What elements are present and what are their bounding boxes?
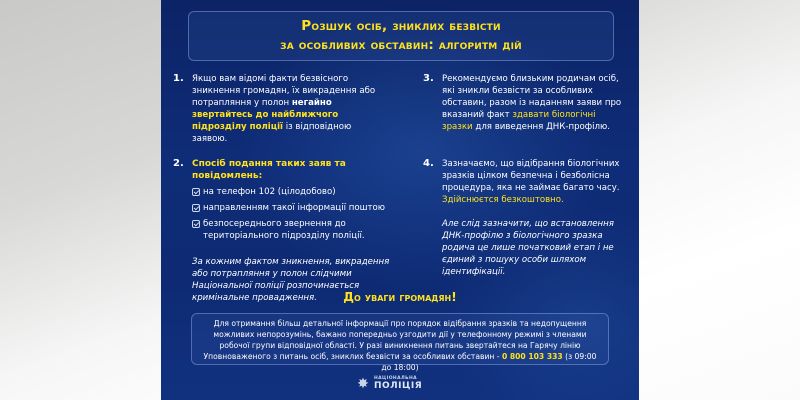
checkbox-icon bbox=[192, 220, 200, 228]
step-note: Але слід зазначити, що встановлення ДНК-профілю з біологічного зразка родича це лише початковий етап і не єдиний з пошуку особи шляхом ідентифікації. bbox=[442, 219, 614, 277]
step-text-bold: негайно bbox=[291, 98, 332, 108]
step-text-highlight: Здійснюєтся безкоштовно. bbox=[442, 195, 564, 205]
option-item bbox=[192, 202, 398, 214]
step-note: За кожним фактом зникнення, викрадення або потрапляння у полон слідчими Національної поліції розпочинається кримінальне провадження. bbox=[192, 257, 390, 303]
step-text-part: Рекомендуємо близьким родичам осіб, які зникли безвісти за особливих обставин, разом із наданням заяви про вказаний факт bbox=[442, 74, 622, 120]
step-text-highlight: здавати біологічні зразки bbox=[442, 110, 596, 132]
step-2 bbox=[173, 158, 398, 304]
step-number: 1. bbox=[173, 73, 184, 84]
option-item bbox=[192, 218, 398, 242]
title-box bbox=[188, 11, 614, 61]
checkbox-icon bbox=[192, 204, 200, 212]
step-3 bbox=[423, 73, 623, 133]
step-text-part: із відповідною заявою. bbox=[192, 122, 352, 144]
step-number: 3. bbox=[423, 73, 434, 84]
info-text: Для отримання більш детальної інформації про порядок відібрання зразків та недопущення можливих непорозумінь, бажано попередньо узгодити дії у телефонному режимі з членами робочої групи відповідної області. У разі виникнення питань звертайтеся на Гарячу лінію Уповноваженого з питань осіб, зниклих безвісти за особливих обставин - bbox=[203, 319, 587, 361]
step-text-part: Зазначаємо, що відібрання біологічних зразків цілком безпечна і безболісна процедура, яка не займає багато часу. bbox=[442, 159, 620, 193]
hotline-hours: (з 09:00 до 18:00) bbox=[381, 352, 597, 372]
police-logo bbox=[356, 377, 422, 391]
step-text bbox=[442, 158, 623, 278]
step-number: 2. bbox=[173, 158, 184, 169]
step-text bbox=[192, 73, 388, 145]
info-box bbox=[191, 313, 609, 372]
step-text bbox=[442, 73, 623, 133]
option-text: на телефон 102 (цілодобово) bbox=[203, 187, 336, 197]
title-line-2: за особливих обставин: алгоритм дій bbox=[280, 37, 522, 53]
checkbox-icon bbox=[192, 188, 200, 196]
option-text: безпосереднього звернення до територіального підрозділу поліції. bbox=[203, 219, 365, 241]
poster bbox=[161, 0, 639, 400]
step-text-highlight: звертайтесь до найближчого підрозділу поліції bbox=[192, 110, 339, 132]
logo-small-text: НАЦІОНАЛЬНА bbox=[374, 376, 417, 382]
step-4 bbox=[423, 158, 623, 278]
hotline-number: 0 800 103 333 bbox=[501, 352, 563, 361]
title-line-1: Розшук осіб, зниклих безвісти bbox=[301, 18, 501, 34]
logo-text bbox=[374, 377, 422, 391]
step-heading: Спосіб подання таких заяв та повідомлень: bbox=[192, 159, 346, 181]
step-text-part: для виведення ДНК-профілю. bbox=[472, 122, 610, 132]
step-text-part: Якщо вам відомі факти безвісного зникнення громадян, їх викрадення або потрапляння у полон bbox=[192, 74, 376, 108]
step-text bbox=[192, 158, 398, 304]
step-number: 4. bbox=[423, 158, 434, 169]
step-1 bbox=[173, 73, 388, 145]
attention-heading: До уваги громадян! bbox=[343, 290, 457, 304]
police-star-icon: ✸ bbox=[357, 376, 369, 392]
logo-big-text: ПОЛІЦІЯ bbox=[374, 380, 423, 391]
option-item bbox=[192, 186, 398, 198]
option-text: направленням такої інформації поштою bbox=[203, 203, 385, 213]
